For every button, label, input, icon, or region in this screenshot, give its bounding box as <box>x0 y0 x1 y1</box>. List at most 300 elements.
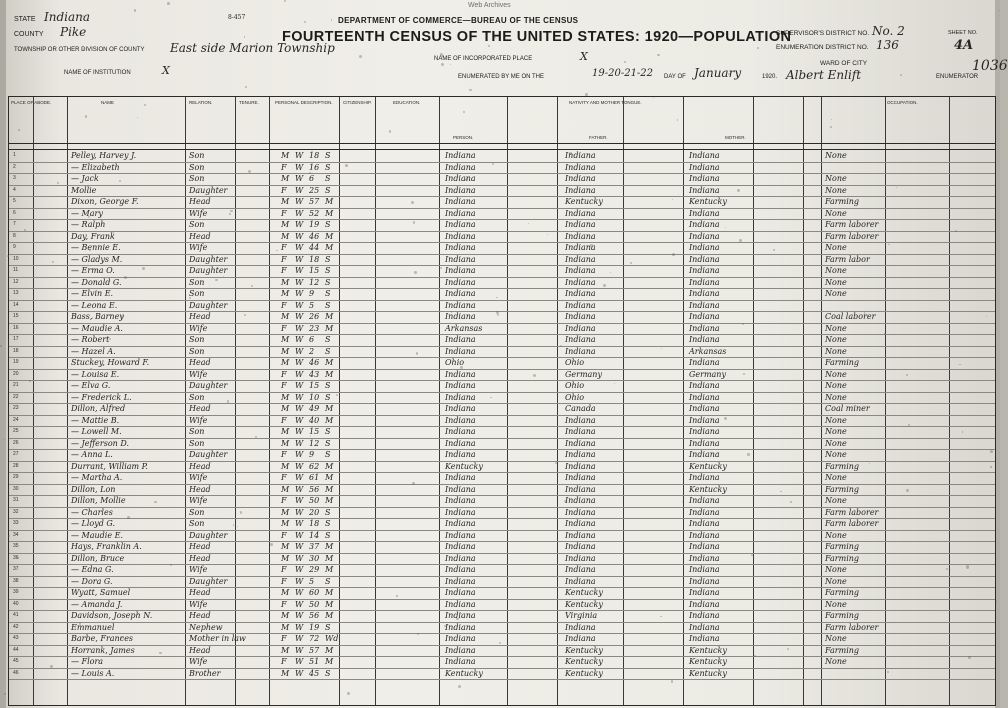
relation: Head <box>189 404 211 413</box>
scan-speck <box>134 9 137 12</box>
age: 2 <box>309 346 315 356</box>
mother-birthplace: Indiana <box>689 599 720 609</box>
scan-speck <box>747 453 749 455</box>
scan-speck <box>309 172 311 174</box>
race: W <box>295 312 304 321</box>
scan-speck <box>17 557 19 559</box>
scan-speck <box>754 655 756 657</box>
sex: F <box>281 473 287 482</box>
relation: Son <box>189 162 205 172</box>
scan-speck <box>682 501 683 502</box>
scan-speck <box>89 250 90 251</box>
scan-speck <box>864 312 865 313</box>
supervisor-label: SUPERVISOR'S DISTRICT NO. <box>776 30 870 37</box>
row-rule <box>9 380 995 381</box>
sex: M <box>281 151 290 160</box>
father-birthplace: Indiana <box>565 346 596 356</box>
sex: M <box>281 197 290 206</box>
mother-birthplace: Indiana <box>689 323 720 333</box>
person-name: — Louis A. <box>71 668 115 678</box>
age: 25 <box>309 185 320 195</box>
person-name: Dillon, Mollie <box>71 496 126 505</box>
relation: Head <box>189 611 211 620</box>
line-number: 43 <box>13 635 19 641</box>
occupation: Farm labor <box>825 254 870 264</box>
age: 45 <box>309 668 320 678</box>
marital-status: S <box>325 668 331 678</box>
enumerated-label: ENUMERATED BY ME ON THE <box>458 74 545 80</box>
relation: Head <box>189 461 211 471</box>
marital-status: M <box>325 323 334 333</box>
father-birthplace: Kentucky <box>565 668 603 678</box>
birthplace: Indiana <box>445 484 476 494</box>
age: 50 <box>309 496 320 505</box>
row-rule <box>9 633 995 634</box>
sex: M <box>281 346 290 356</box>
person-name: — Maudie A. <box>71 323 123 333</box>
age: 6 <box>309 335 315 344</box>
marital-status: M <box>325 588 334 597</box>
sex: F <box>281 208 287 218</box>
scan-speck <box>444 625 447 628</box>
marital-status: S <box>325 507 331 517</box>
marital-status: M <box>325 611 334 620</box>
scan-speck <box>82 15 84 17</box>
sex: M <box>281 542 290 551</box>
sex: F <box>281 369 287 379</box>
line-number: 29 <box>13 474 19 480</box>
line-number: 9 <box>13 244 16 250</box>
person-name: — Bennie E. <box>71 243 121 252</box>
line-number: 32 <box>13 508 19 515</box>
line-number: 44 <box>13 646 19 653</box>
occupation: None <box>825 369 847 379</box>
marital-status: M <box>325 473 334 482</box>
enumerated-year: 1920. <box>762 74 778 80</box>
scan-edge-left <box>0 0 6 708</box>
father-birthplace: Indiana <box>565 243 596 252</box>
mother-birthplace: Kentucky <box>689 668 727 678</box>
line-number: 20 <box>13 370 19 377</box>
scan-speck <box>497 314 499 316</box>
line-number: 33 <box>13 520 19 526</box>
county-label: COUNTY <box>14 31 44 38</box>
row-rule <box>9 530 995 531</box>
occupation: None <box>825 392 847 402</box>
age: 19 <box>309 220 320 229</box>
age: 56 <box>309 484 320 494</box>
mother-birthplace: Indiana <box>689 185 720 195</box>
line-number: 23 <box>13 405 19 411</box>
sex: F <box>281 266 287 275</box>
line-number: 28 <box>13 462 19 469</box>
occupation: None <box>825 473 847 482</box>
marital-status: Wd <box>325 634 339 643</box>
birthplace: Indiana <box>445 519 476 528</box>
person-name: Durrant, William P. <box>71 461 148 471</box>
relation: Wife <box>189 657 208 666</box>
sex: F <box>281 185 287 195</box>
father-birthplace: Indiana <box>565 300 596 310</box>
race: W <box>295 507 304 517</box>
occupation: Farm laborer <box>825 507 879 517</box>
sheet-label: SHEET NO. <box>948 30 978 36</box>
father-birthplace: Kentucky <box>565 599 603 609</box>
scan-speck <box>124 276 127 279</box>
scan-speck <box>488 45 490 47</box>
race: W <box>295 484 304 494</box>
father-birthplace: Indiana <box>565 427 596 436</box>
relation: Wife <box>189 243 208 252</box>
scan-speck <box>244 314 246 316</box>
occupation: None <box>825 208 847 218</box>
enumerator-name: Albert Enlift <box>786 68 862 82</box>
birthplace: Indiana <box>445 312 476 321</box>
father-birthplace: Indiana <box>565 496 596 505</box>
sex: M <box>281 645 290 655</box>
person-name: Wyatt, Samuel <box>71 588 131 597</box>
birthplace: Indiana <box>445 266 476 275</box>
line-number: 15 <box>13 313 19 319</box>
marital-status: S <box>325 519 331 528</box>
scan-speck <box>908 424 910 426</box>
scan-speck <box>528 223 529 224</box>
birthplace: Indiana <box>445 599 476 609</box>
row-rule <box>9 242 995 243</box>
sex: M <box>281 289 290 298</box>
age: 9 <box>309 450 315 459</box>
line-number: 19 <box>13 359 19 365</box>
sex: M <box>281 220 290 229</box>
birthplace: Indiana <box>445 185 476 195</box>
mother-birthplace: Indiana <box>689 300 720 310</box>
father-birthplace: Indiana <box>565 162 596 172</box>
page-stamp: 1036 <box>972 58 1008 74</box>
row-rule <box>9 288 995 289</box>
person-name: — Lowell M. <box>71 427 122 436</box>
father-birthplace: Indiana <box>565 519 596 528</box>
birthplace: Indiana <box>445 611 476 620</box>
race: W <box>295 668 304 678</box>
marital-status: S <box>325 576 331 586</box>
marital-status: M <box>325 553 334 563</box>
sex: M <box>281 519 290 528</box>
scan-speck <box>359 55 362 58</box>
marital-status: S <box>325 381 331 390</box>
race: W <box>295 335 304 344</box>
line-number: 35 <box>13 543 19 549</box>
col-education: EDUCATION. <box>393 100 421 105</box>
birthplace: Indiana <box>445 404 476 413</box>
occupation: None <box>825 151 847 160</box>
age: 15 <box>309 381 320 390</box>
occupation: Farming <box>825 358 860 367</box>
relation: Wife <box>189 599 208 609</box>
race: W <box>295 323 304 333</box>
age: 44 <box>309 243 320 252</box>
line-number: 2 <box>13 163 16 170</box>
county-value: Pike <box>60 25 87 39</box>
age: 30 <box>309 553 320 563</box>
marital-status: S <box>325 289 331 298</box>
sheet-value: 4A <box>954 38 974 53</box>
scan-speck <box>751 554 753 556</box>
line-number: 45 <box>13 658 19 664</box>
person-name: Mollie <box>71 185 97 195</box>
occupation: None <box>825 438 847 448</box>
mother-birthplace: Indiana <box>689 358 720 367</box>
occupation: None <box>825 530 847 540</box>
occupation: Farming <box>825 553 860 563</box>
line-number: 27 <box>13 451 19 457</box>
mother-birthplace: Indiana <box>689 530 720 540</box>
father-birthplace: Indiana <box>565 231 596 241</box>
scan-speck <box>773 249 775 251</box>
occupation: None <box>825 415 847 425</box>
col-abode: PLACE OF ABODE. <box>11 100 52 105</box>
mother-birthplace: Kentucky <box>689 657 727 666</box>
birthplace: Indiana <box>445 392 476 402</box>
race: W <box>295 289 304 298</box>
ed-label: ENUMERATION DISTRICT NO. <box>776 44 869 51</box>
line-number: 22 <box>13 393 19 400</box>
race: W <box>295 266 304 275</box>
line-number: 31 <box>13 497 19 503</box>
mother-birthplace: Indiana <box>689 496 720 505</box>
scan-speck <box>215 279 218 282</box>
sex: M <box>281 231 290 241</box>
person-name: — Anna L. <box>71 450 113 459</box>
line-number: 21 <box>13 382 19 388</box>
father-birthplace: Indiana <box>565 622 596 632</box>
scan-speck <box>966 565 969 568</box>
mother-birthplace: Indiana <box>689 220 720 229</box>
sex: M <box>281 312 290 321</box>
institution-label: NAME OF INSTITUTION <box>64 70 131 76</box>
scan-speck <box>441 63 444 66</box>
race: W <box>295 461 304 471</box>
line-number: 41 <box>13 612 19 618</box>
birthplace: Indiana <box>445 162 476 172</box>
birthplace: Indiana <box>445 277 476 287</box>
age: 16 <box>309 162 320 172</box>
relation: Head <box>189 542 211 551</box>
row-rule <box>9 472 995 473</box>
birthplace: Indiana <box>445 450 476 459</box>
form-number: 8-457 <box>228 14 246 21</box>
marital-status: M <box>325 565 334 574</box>
scan-speck <box>127 516 130 519</box>
sex: F <box>281 243 287 252</box>
scan-speck <box>469 89 472 92</box>
marital-status: S <box>325 346 331 356</box>
relation: Head <box>189 588 211 597</box>
sex: F <box>281 657 287 666</box>
person-name: — Leona E. <box>71 300 118 310</box>
race: W <box>295 530 304 540</box>
scan-speck <box>18 129 20 131</box>
scan-speck <box>227 400 229 402</box>
sex: M <box>281 438 290 448</box>
father-birthplace: Virginia <box>565 611 598 620</box>
mother-birthplace: Indiana <box>689 174 720 183</box>
scan-speck <box>154 501 157 504</box>
age: 19 <box>309 622 320 632</box>
race: W <box>295 185 304 195</box>
age: 72 <box>309 634 320 643</box>
marital-status: M <box>325 197 334 206</box>
person-name: — Martha A. <box>71 473 123 482</box>
father-birthplace: Indiana <box>565 507 596 517</box>
person-name: — Gladys M. <box>71 254 123 264</box>
supervisor-value: No. 2 <box>872 24 905 38</box>
occupation: None <box>825 657 847 666</box>
race: W <box>295 565 304 574</box>
father-birthplace: Indiana <box>565 542 596 551</box>
mother-birthplace: Indiana <box>689 289 720 298</box>
row-rule <box>9 668 995 669</box>
birthplace: Indiana <box>445 381 476 390</box>
scan-speck <box>79 622 81 624</box>
line-number: 6 <box>13 209 16 216</box>
row-rule <box>9 208 995 209</box>
age: 18 <box>309 151 320 160</box>
marital-status: M <box>325 645 334 655</box>
line-number: 12 <box>13 278 19 285</box>
occupation: Coal laborer <box>825 312 876 321</box>
row-rule <box>9 185 995 186</box>
mother-birthplace: Indiana <box>689 438 720 448</box>
person-name: — Jefferson D. <box>71 438 129 448</box>
relation: Wife <box>189 415 208 425</box>
row-rule <box>9 438 995 439</box>
relation: Son <box>189 151 205 160</box>
marital-status: M <box>325 484 334 494</box>
row-rule <box>9 426 995 427</box>
row-rule <box>9 334 995 335</box>
row-rule <box>9 300 995 301</box>
scan-speck <box>830 126 832 128</box>
father-birthplace: Indiana <box>565 576 596 586</box>
occupation: Farming <box>825 588 860 597</box>
mother-birthplace: Indiana <box>689 588 720 597</box>
father-birthplace: Indiana <box>565 254 596 264</box>
person-name: Emmanuel <box>71 622 115 632</box>
birthplace: Indiana <box>445 174 476 183</box>
row-rule <box>9 369 995 370</box>
race: W <box>295 415 304 425</box>
scan-speck <box>456 618 458 620</box>
birthplace: Indiana <box>445 415 476 425</box>
person-name: — Mattie B. <box>71 415 120 425</box>
race: W <box>295 300 304 310</box>
row-rule <box>9 392 995 393</box>
father-birthplace: Kentucky <box>565 588 603 597</box>
mother-birthplace: Indiana <box>689 404 720 413</box>
birthplace: Indiana <box>445 220 476 229</box>
race: W <box>295 599 304 609</box>
person-name: — Flora <box>71 657 104 666</box>
birthplace: Indiana <box>445 576 476 586</box>
sex: F <box>281 415 287 425</box>
township-value: East side Marion Township <box>170 41 335 55</box>
race: W <box>295 496 304 505</box>
relation: Brother <box>189 668 221 678</box>
marital-status: S <box>325 530 331 540</box>
occupation: Farming <box>825 197 860 206</box>
father-birthplace: Indiana <box>565 266 596 275</box>
relation: Wife <box>189 473 208 482</box>
scan-speck <box>884 333 886 335</box>
row-rule <box>9 323 995 324</box>
race: W <box>295 576 304 586</box>
race: W <box>295 542 304 551</box>
scan-speck <box>244 36 246 38</box>
birthplace: Indiana <box>445 427 476 436</box>
sex: M <box>281 622 290 632</box>
scan-speck <box>167 2 170 5</box>
relation: Head <box>189 645 211 655</box>
occupation: None <box>825 427 847 436</box>
marital-status: M <box>325 208 334 218</box>
row-rule <box>9 277 995 278</box>
person-name: — Maudie E. <box>71 530 123 540</box>
mother-birthplace: Indiana <box>689 335 720 344</box>
sex: M <box>281 404 290 413</box>
mother-birthplace: Kentucky <box>689 484 727 494</box>
scan-speck <box>450 64 451 65</box>
line-number: 16 <box>13 324 19 331</box>
race: W <box>295 622 304 632</box>
col-nativity: NATIVITY AND MOTHER TONGUE. <box>569 100 642 105</box>
scan-speck <box>717 453 719 455</box>
occupation: None <box>825 576 847 586</box>
scan-speck <box>887 671 889 673</box>
occupation: None <box>825 243 847 252</box>
line-number: 38 <box>13 577 19 584</box>
relation: Son <box>189 507 205 517</box>
row-rule <box>9 564 995 565</box>
scan-speck <box>725 227 726 228</box>
marital-status: M <box>325 243 334 252</box>
scan-speck <box>331 19 332 20</box>
scan-speck <box>245 86 247 88</box>
birthplace: Indiana <box>445 243 476 252</box>
watermark: Web Archives <box>468 2 511 9</box>
scan-speck <box>137 117 138 118</box>
father-birthplace: Indiana <box>565 530 596 540</box>
line-number: 26 <box>13 439 19 446</box>
mother-birthplace: Indiana <box>689 576 720 586</box>
row-rule <box>9 449 995 450</box>
age: 50 <box>309 599 320 609</box>
mother-birthplace: Indiana <box>689 519 720 528</box>
line-number: 3 <box>13 175 16 181</box>
birthplace: Indiana <box>445 300 476 310</box>
occupation: Farm laborer <box>825 519 879 528</box>
age: 61 <box>309 473 320 482</box>
person-name: — Elva G. <box>71 381 111 390</box>
race: W <box>295 197 304 206</box>
race: W <box>295 358 304 367</box>
occupation: Farming <box>825 645 860 655</box>
race: W <box>295 243 304 252</box>
scan-speck <box>345 164 348 167</box>
person-name: Horrank, James <box>71 645 135 655</box>
person-name: Day, Frank <box>71 231 115 241</box>
age: 37 <box>309 542 320 551</box>
occupation: None <box>825 277 847 287</box>
